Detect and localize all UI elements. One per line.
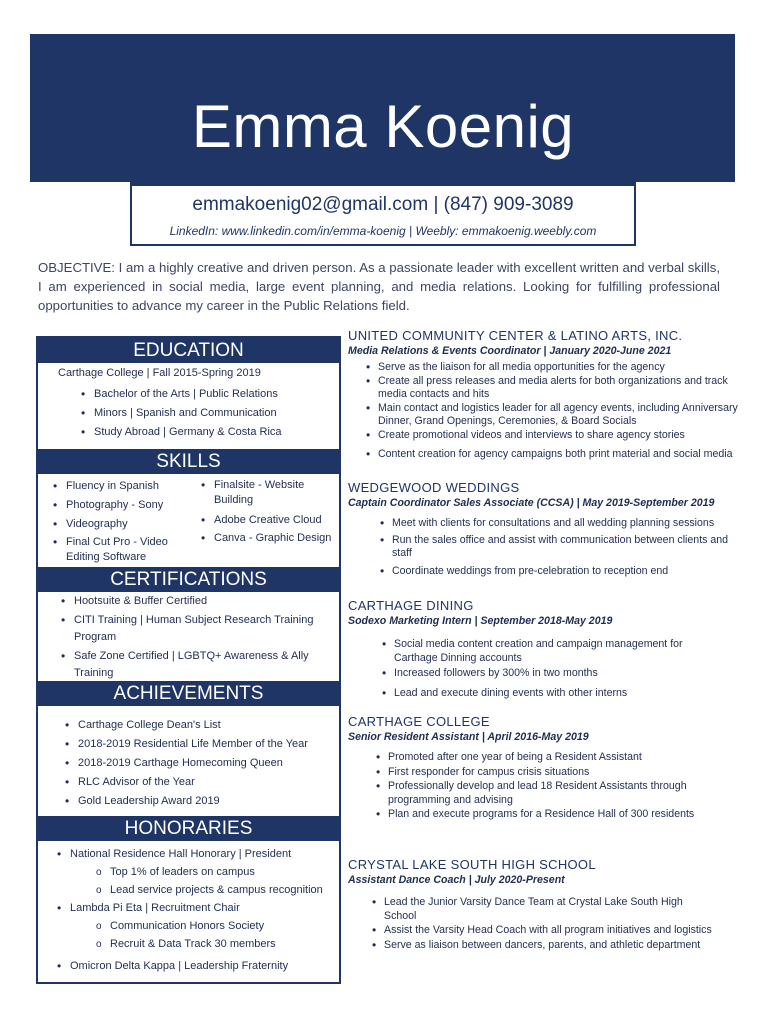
experience-carthage-college	[348, 714, 756, 822]
list-item: • Lead and execute dining events with other interns	[394, 687, 724, 701]
list-item: • Increased followers by 300% in two months	[394, 667, 724, 681]
links-line: LinkedIn: www.linkedin.com/in/emma-koenig | Weebly: emmakoenig.weebly.com	[169, 224, 597, 238]
list-item: • Lambda Pi Eta | Recruitment Chair	[70, 900, 339, 917]
list-item: • Serve as liaison between dancers, parents, and athletic department	[384, 939, 714, 953]
list-item: • Bachelor of the Arts | Public Relations	[94, 386, 339, 403]
education-school: Carthage College | Fall 2015-Spring 2019	[58, 367, 261, 379]
list-item: • First responder for campus crisis situations	[388, 766, 723, 780]
list-item: • Omicron Delta Kappa | Leadership Fraternity	[70, 958, 339, 975]
honoraries-section	[38, 846, 339, 975]
list-item: • Canva - Graphic Design	[214, 531, 334, 546]
list-item: • Content creation for agency campaigns both print material and social media	[378, 448, 758, 462]
education-header: EDUCATION	[38, 338, 339, 363]
experience-role: Senior Resident Assistant | April 2016-May 2019	[348, 731, 589, 743]
list-item: • Run the sales office and assist with communication between clients and staff	[392, 534, 747, 561]
experience-crystal-lake	[348, 857, 756, 952]
experience-org: CARTHAGE DINING	[348, 598, 474, 613]
list-item: • Main contact and logistics leader for all agency events, including Anniversary Dinner, Grand Openings, Ceremonies, & Board Socials	[378, 402, 758, 429]
experience-wedgewood	[348, 480, 756, 578]
experience-role: Assistant Dance Coach | July 2020-Present	[348, 874, 565, 886]
honoraries-header: HONORARIES	[38, 816, 339, 841]
experience-ucc	[348, 328, 756, 462]
experience-role: Sodexo Marketing Intern | September 2018-May 2019	[348, 615, 613, 627]
list-item: • Coordinate weddings from pre-celebration to reception end	[392, 565, 747, 579]
achievements-section	[38, 717, 339, 810]
list-item: • Gold Leadership Award 2019	[78, 793, 339, 810]
education-section	[38, 365, 339, 441]
experience-org: WEDGEWOOD WEDDINGS	[348, 480, 520, 495]
list-item: o Recruit & Data Track 30 members	[110, 936, 339, 953]
list-item: • CITI Training | Human Subject Research Training Program	[74, 612, 329, 646]
list-item: • Meet with clients for consultations and all wedding planning sessions	[392, 517, 747, 531]
list-item: • Final Cut Pro - Video Editing Software	[66, 535, 196, 564]
list-item: • Create promotional videos and interviews to share agency stories	[378, 429, 758, 443]
certifications-section	[38, 593, 339, 682]
list-item: • Videography	[66, 516, 196, 533]
left-column	[36, 336, 341, 984]
name-box	[130, 80, 636, 246]
certifications-header: CERTIFICATIONS	[38, 567, 339, 592]
list-item: • 2018-2019 Residential Life Member of the Year	[78, 736, 339, 753]
list-item: • Carthage College Dean's List	[78, 717, 339, 734]
list-item: • Fluency in Spanish	[66, 478, 196, 495]
list-item: • Create all press releases and media alerts for both organizations and track media contacts and hits	[378, 375, 758, 402]
list-item: • Hootsuite & Buffer Certified	[74, 593, 329, 610]
contact-line: emmakoenig02@gmail.com | (847) 909-3089	[192, 194, 574, 215]
experience-org: CRYSTAL LAKE SOUTH HIGH SCHOOL	[348, 857, 596, 872]
experience-role: Media Relations & Events Coordinator | January 2020-June 2021	[348, 345, 672, 357]
list-item: o Lead service projects & campus recognition	[110, 882, 339, 899]
list-item: • Minors | Spanish and Communication	[94, 405, 339, 422]
list-item: • Safe Zone Certified | LGBTQ+ Awareness & Ally Training	[74, 648, 329, 682]
list-item: • Professionally develop and lead 18 Resident Assistants through programming and advising	[388, 780, 723, 807]
list-item: • Lead the Junior Varsity Dance Team at Crystal Lake South High School	[384, 896, 714, 923]
list-item: • Assist the Varsity Head Coach with all program initiatives and logistics	[384, 924, 714, 938]
list-item: • Adobe Creative Cloud	[214, 512, 334, 529]
experience-org: UNITED COMMUNITY CENTER & LATINO ARTS, INC.	[348, 328, 683, 343]
list-item: o Top 1% of leaders on campus	[110, 864, 339, 881]
list-item: • Social media content creation and campaign management for Carthage Dinning accounts	[394, 638, 724, 665]
list-item: • Study Abroad | Germany & Costa Rica	[94, 424, 339, 441]
resume-name: Emma Koenig	[191, 93, 575, 160]
skills-header: SKILLS	[38, 449, 339, 474]
experience-role: Captain Coordinator Sales Associate (CCSA) | May 2019-September 2019	[348, 497, 715, 509]
list-item: • 2018-2019 Carthage Homecoming Queen	[78, 755, 339, 772]
objective: OBJECTIVE: I am a highly creative and driven person. As a passionate leader with excellent written and verbal skills, I am experienced in social media, large event planning, and media relations. Looking for fulfilling professional opportunities to advance my career in the Public Relations field.	[38, 260, 720, 313]
list-item: • National Residence Hall Honorary | President	[70, 846, 339, 863]
achievements-header: ACHIEVEMENTS	[38, 681, 339, 706]
list-item: • Photography - Sony	[66, 497, 196, 514]
list-item: • RLC Advisor of the Year	[78, 774, 339, 791]
experience-carthage-dining	[348, 598, 756, 700]
list-item: o Communication Honors Society	[110, 918, 339, 935]
experience-org: CARTHAGE COLLEGE	[348, 714, 490, 729]
list-item: • Serve as the liaison for all media opportunities for the agency	[378, 361, 758, 375]
list-item: • Promoted after one year of being a Resident Assistant	[388, 751, 723, 765]
list-item: • Plan and execute programs for a Residence Hall of 300 residents	[388, 808, 723, 822]
list-item: • Finalsite - Website Building	[214, 478, 334, 508]
